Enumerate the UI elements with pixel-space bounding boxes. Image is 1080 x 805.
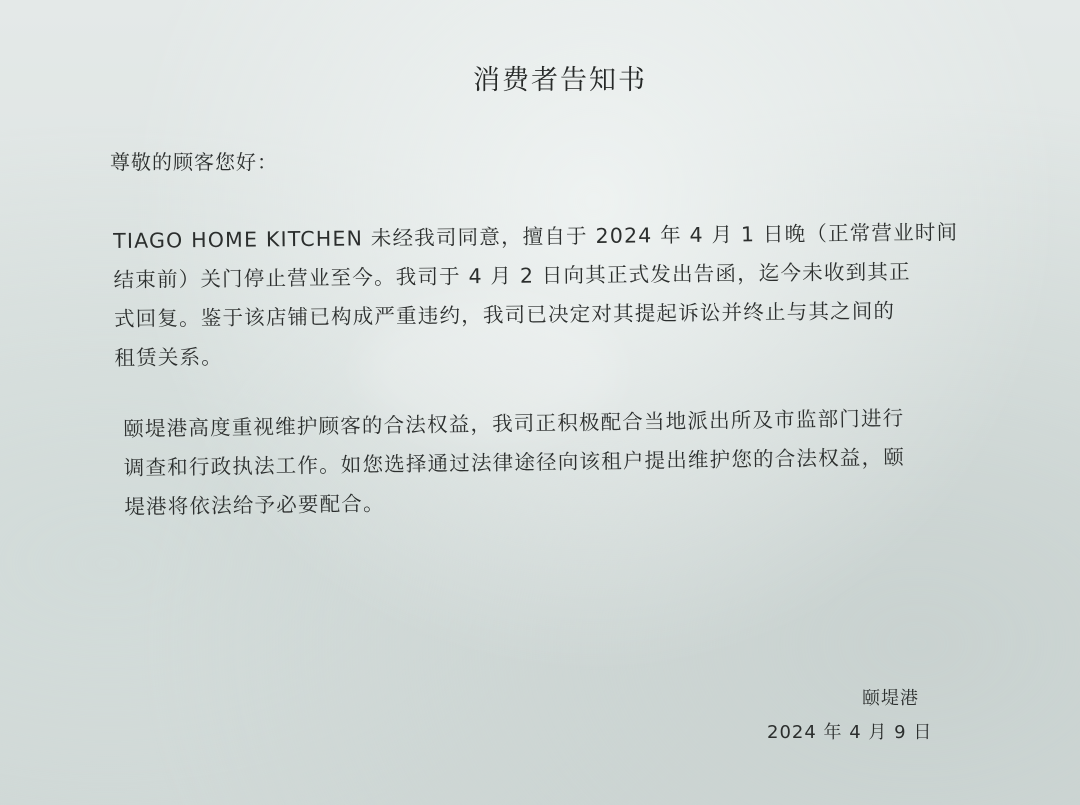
paragraph-1-line: TIAGO HOME KITCHEN 未经我司同意，擅自于 2024 年 4 月 1 日晚（正常营业时间: [113, 220, 959, 253]
document-title: 消费者告知书: [473, 65, 647, 96]
signature-date: 2024 年 4 月 9 日: [767, 722, 933, 743]
paragraph-2: [123, 399, 906, 527]
paragraph-2-line: 调查和行政执法工作。如您选择通过法律途径向该租户提出维护您的合法权益，颐: [123, 445, 906, 480]
paragraph-1: [113, 213, 960, 378]
paragraph-2-line: 颐堤港高度重视维护顾客的合法权益，我司正积极配合当地派出所及市监部门进行: [123, 406, 905, 441]
greeting: 尊敬的顾客您好：: [110, 150, 278, 174]
paragraph-2-line: 堤港将依法给予必要配合。: [124, 491, 385, 519]
paragraph-1-line: 结束前）关门停止营业至今。我司于 4 月 2 日向其正式发出告函，迄今未收到其正: [113, 259, 911, 292]
signature-organization: 颐堤港: [862, 688, 919, 709]
paragraph-1-line: 租赁关系。: [114, 344, 224, 370]
paragraph-1-line: 式回复。鉴于该店铺已构成严重违约，我司已决定对其提起诉讼并终止与其之间的: [113, 298, 896, 331]
